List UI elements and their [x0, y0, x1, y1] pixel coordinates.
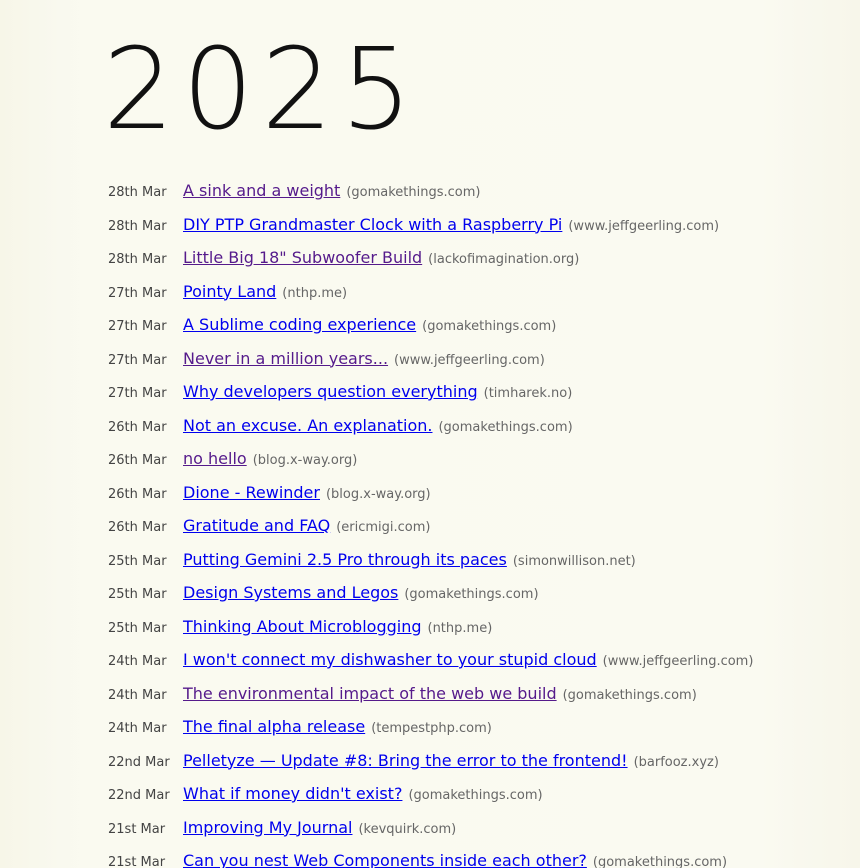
- post-link[interactable]: Gratitude and FAQ: [183, 516, 331, 535]
- post-date: 28th Mar: [108, 252, 167, 267]
- post-domain: (blog.x-way.org): [252, 453, 358, 468]
- post-domain: (ericmigi.com): [336, 520, 431, 535]
- post-domain: (blog.x-way.org): [325, 486, 431, 502]
- post-date: 28th Mar: [108, 185, 167, 200]
- post-domain: (gomakethings.com): [408, 788, 543, 803]
- post-link[interactable]: A Sublime coding experience: [183, 315, 417, 334]
- post-link[interactable]: Can you nest Web Components inside each other?: [183, 851, 587, 868]
- post-date: 27th Mar: [108, 386, 167, 401]
- post-date: 21st Mar: [108, 821, 166, 837]
- post-date: 25th Mar: [108, 587, 167, 602]
- post-link[interactable]: A sink and a weight: [183, 181, 341, 200]
- post-date: 28th Mar: [108, 218, 167, 234]
- list-item: [108, 449, 753, 483]
- year-heading: 2025: [103, 25, 421, 155]
- list-item: [108, 650, 753, 684]
- post-date: 26th Mar: [108, 453, 167, 468]
- post-domain: (www.jeffgeerling.com): [568, 218, 720, 234]
- post-link[interactable]: Not an excuse. An explanation.: [183, 415, 433, 435]
- list-item: [108, 181, 753, 215]
- post-date: 21st Mar: [108, 855, 166, 868]
- post-domain: (www.jeffgeerling.com): [394, 352, 545, 368]
- list-item: [108, 483, 753, 517]
- list-item: [108, 282, 753, 316]
- post-date: 27th Mar: [108, 285, 167, 301]
- post-link[interactable]: I won't connect my dishwasher to your stupid cloud: [183, 650, 597, 669]
- list-item: [108, 583, 753, 617]
- post-link[interactable]: no hello: [183, 449, 247, 468]
- post-link[interactable]: DIY PTP Grandmaster Clock with a Raspberry Pi: [183, 214, 563, 234]
- post-list: [108, 181, 753, 868]
- list-item: [108, 751, 753, 785]
- list-item: [108, 516, 753, 550]
- post-domain: (nthp.me): [427, 620, 493, 636]
- post-date: 26th Mar: [108, 419, 167, 435]
- post-link[interactable]: Pointy Land: [183, 281, 277, 301]
- post-date: 27th Mar: [108, 319, 167, 334]
- list-item: [108, 215, 753, 249]
- post-domain: (simonwillison.net): [512, 553, 636, 569]
- post-domain: (gomakethings.com): [562, 687, 697, 703]
- post-link[interactable]: The environmental impact of the web we build: [183, 683, 557, 703]
- post-domain: (gomakethings.com): [592, 855, 728, 868]
- post-link[interactable]: What if money didn't exist?: [183, 784, 403, 803]
- list-item: [108, 550, 753, 584]
- post-date: 22nd Mar: [108, 788, 170, 803]
- list-item: [108, 784, 753, 818]
- post-link[interactable]: Putting Gemini 2.5 Pro through its paces: [183, 549, 507, 569]
- post-link[interactable]: Why developers question everything: [183, 382, 478, 401]
- post-date: 25th Mar: [108, 553, 167, 569]
- post-domain: (kevquirk.com): [358, 821, 457, 837]
- list-item: [108, 617, 753, 651]
- post-domain: (gomakethings.com): [438, 419, 573, 435]
- post-domain: (tempestphp.com): [371, 721, 492, 736]
- list-item: [108, 851, 753, 868]
- post-date: 24th Mar: [108, 687, 167, 703]
- post-date: 24th Mar: [108, 721, 167, 736]
- post-date: 22nd Mar: [108, 754, 170, 770]
- list-item: [108, 248, 753, 282]
- list-item: [108, 818, 753, 852]
- post-link[interactable]: Dione - Rewinder: [183, 482, 320, 502]
- post-domain: (gomakethings.com): [346, 185, 481, 200]
- post-link[interactable]: The final alpha release: [183, 717, 366, 736]
- post-domain: (gomakethings.com): [404, 587, 539, 602]
- post-link[interactable]: Little Big 18" Subwoofer Build: [183, 248, 423, 267]
- post-date: 27th Mar: [108, 352, 167, 368]
- post-date: 26th Mar: [108, 486, 167, 502]
- post-domain: (timharek.no): [483, 386, 573, 401]
- list-item: [108, 416, 753, 450]
- post-domain: (www.jeffgeerling.com): [602, 654, 754, 669]
- post-link[interactable]: Design Systems and Legos: [183, 583, 399, 602]
- list-item: [108, 717, 753, 751]
- post-domain: (gomakethings.com): [422, 319, 557, 334]
- post-link[interactable]: Improving My Journal: [183, 817, 353, 837]
- list-item: [108, 382, 753, 416]
- post-domain: (nthp.me): [282, 285, 348, 301]
- post-domain: (barfooz.xyz): [633, 754, 719, 770]
- post-link[interactable]: Pelletyze — Update #8: Bring the error to the frontend!: [183, 750, 628, 770]
- post-date: 25th Mar: [108, 620, 167, 636]
- post-date: 24th Mar: [108, 654, 167, 669]
- list-item: [108, 684, 753, 718]
- list-item: [108, 315, 753, 349]
- post-link[interactable]: Thinking About Microblogging: [183, 616, 422, 636]
- post-date: 26th Mar: [108, 520, 167, 535]
- post-domain: (lackofimagination.org): [428, 252, 580, 267]
- post-link[interactable]: Never in a million years...: [183, 348, 389, 368]
- list-item: [108, 349, 753, 383]
